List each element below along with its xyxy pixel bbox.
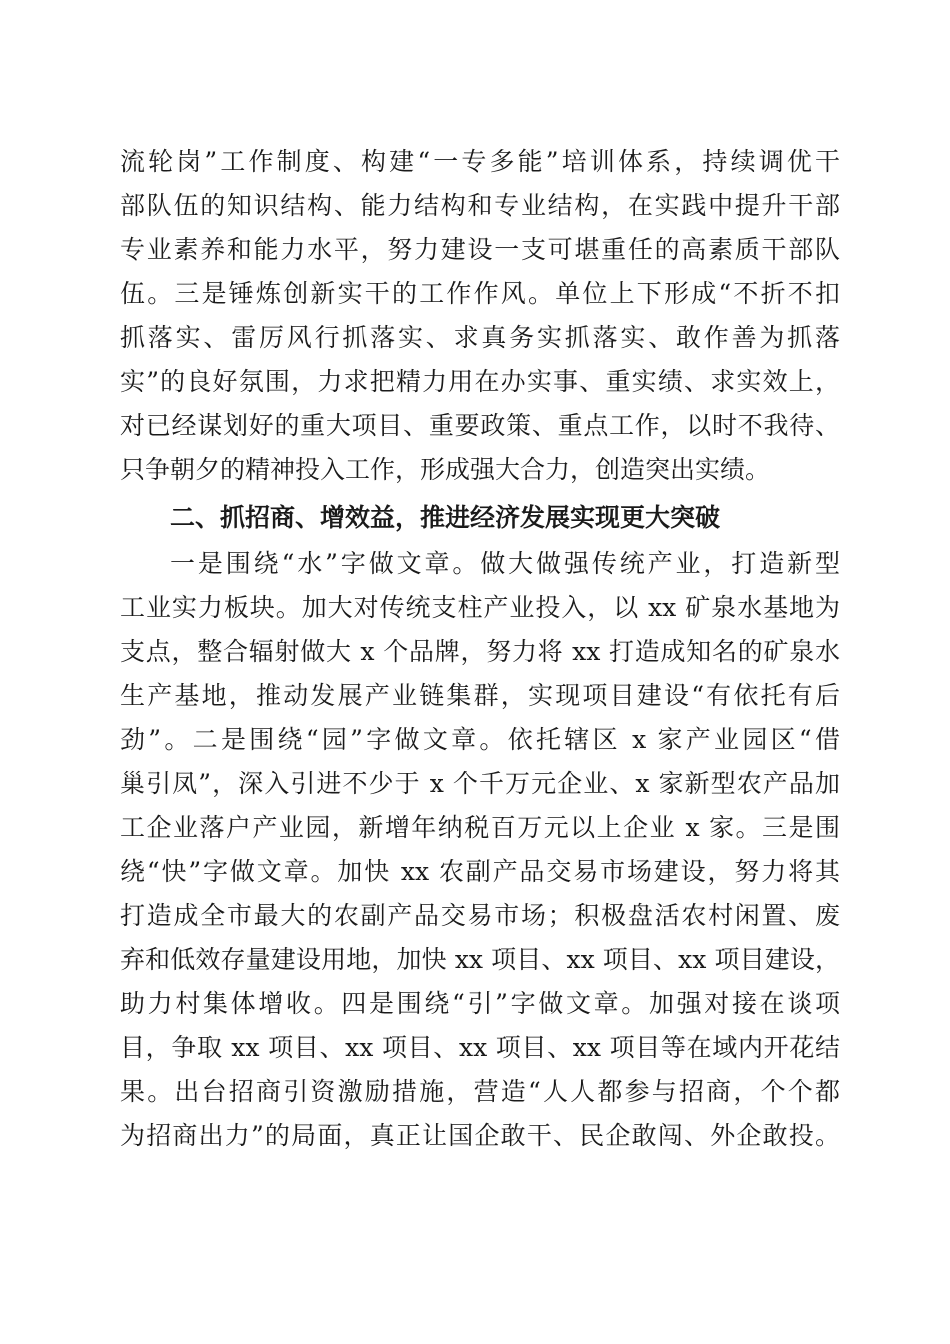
section-heading: 二、抓招商、增效益，推进经济发展实现更大突破 — [170, 503, 721, 532]
paragraph-2-line-14: 为招商出力”的局面，真正让国企敢干、民企敢闯、外企敢投。 — [120, 1121, 840, 1150]
paragraph-2-line-4: 生产基地，推动发展产业链集群，实现项目建设“有依托有后 — [120, 681, 840, 710]
paragraph-2-line-13: 果。出台招商引资激励措施，营造“人人都参与招商，个个都 — [120, 1077, 840, 1106]
paragraph-2-line-9: 打造成全市最大的农副产品交易市场；积极盘活农村闲置、废 — [120, 901, 840, 930]
paragraph-1-line-2: 部队伍的知识结构、能力结构和专业结构，在实践中提升干部 — [120, 191, 840, 220]
paragraph-2-line-10: 弃和低效存量建设用地，加快 xx 项目、xx 项目、xx 项目建设， — [120, 945, 840, 974]
paragraph-2-line-2: 工业实力板块。加大对传统支柱产业投入，以 xx 矿泉水基地为 — [120, 593, 840, 622]
paragraph-1-line-8: 只争朝夕的精神投入工作，形成强大合力，创造突出实绩。 — [120, 455, 771, 484]
paragraph-2-line-11: 助力村集体增收。四是围绕“引”字做文章。加强对接在谈项 — [120, 989, 840, 1018]
paragraph-1-line-3: 专业素养和能力水平，努力建设一支可堪重任的高素质干部队 — [120, 235, 840, 264]
paragraph-2-line-12: 目，争取 xx 项目、xx 项目、xx 项目、xx 项目等在域内开花结 — [120, 1033, 840, 1062]
paragraph-2-line-1: 一是围绕“水”字做文章。做大做强传统产业，打造新型 — [170, 549, 840, 578]
paragraph-1-line-4: 伍。三是锤炼创新实干的工作作风。单位上下形成“不折不扣 — [120, 279, 840, 308]
paragraph-1-line-7: 对已经谋划好的重大项目、重要政策、重点工作，以时不我待、 — [120, 411, 840, 440]
paragraph-1-line-5: 抓落实、雷厉风行抓落实、求真务实抓落实、敢作善为抓落 — [120, 323, 840, 352]
paragraph-2-line-3: 支点，整合辐射做大 x 个品牌，努力将 xx 打造成知名的矿泉水 — [120, 637, 840, 666]
paragraph-2-line-6: 巢引凤”，深入引进不少于 x 个千万元企业、x 家新型农产品加 — [120, 769, 840, 798]
paragraph-2-line-5: 劲”。二是围绕“园”字做文章。依托辖区 x 家产业园区“借 — [120, 725, 840, 754]
paragraph-2-line-8: 绕“快”字做文章。加快 xx 农副产品交易市场建设，努力将其 — [120, 857, 840, 886]
paragraph-1-line-1: 流轮岗”工作制度、构建“一专多能”培训体系，持续调优干 — [120, 147, 840, 176]
paragraph-2-line-7: 工企业落户产业园，新增年纳税百万元以上企业 x 家。三是围 — [120, 813, 840, 842]
paragraph-1-line-6: 实”的良好氛围，力求把精力用在办实事、重实绩、求实效上， — [120, 367, 840, 396]
